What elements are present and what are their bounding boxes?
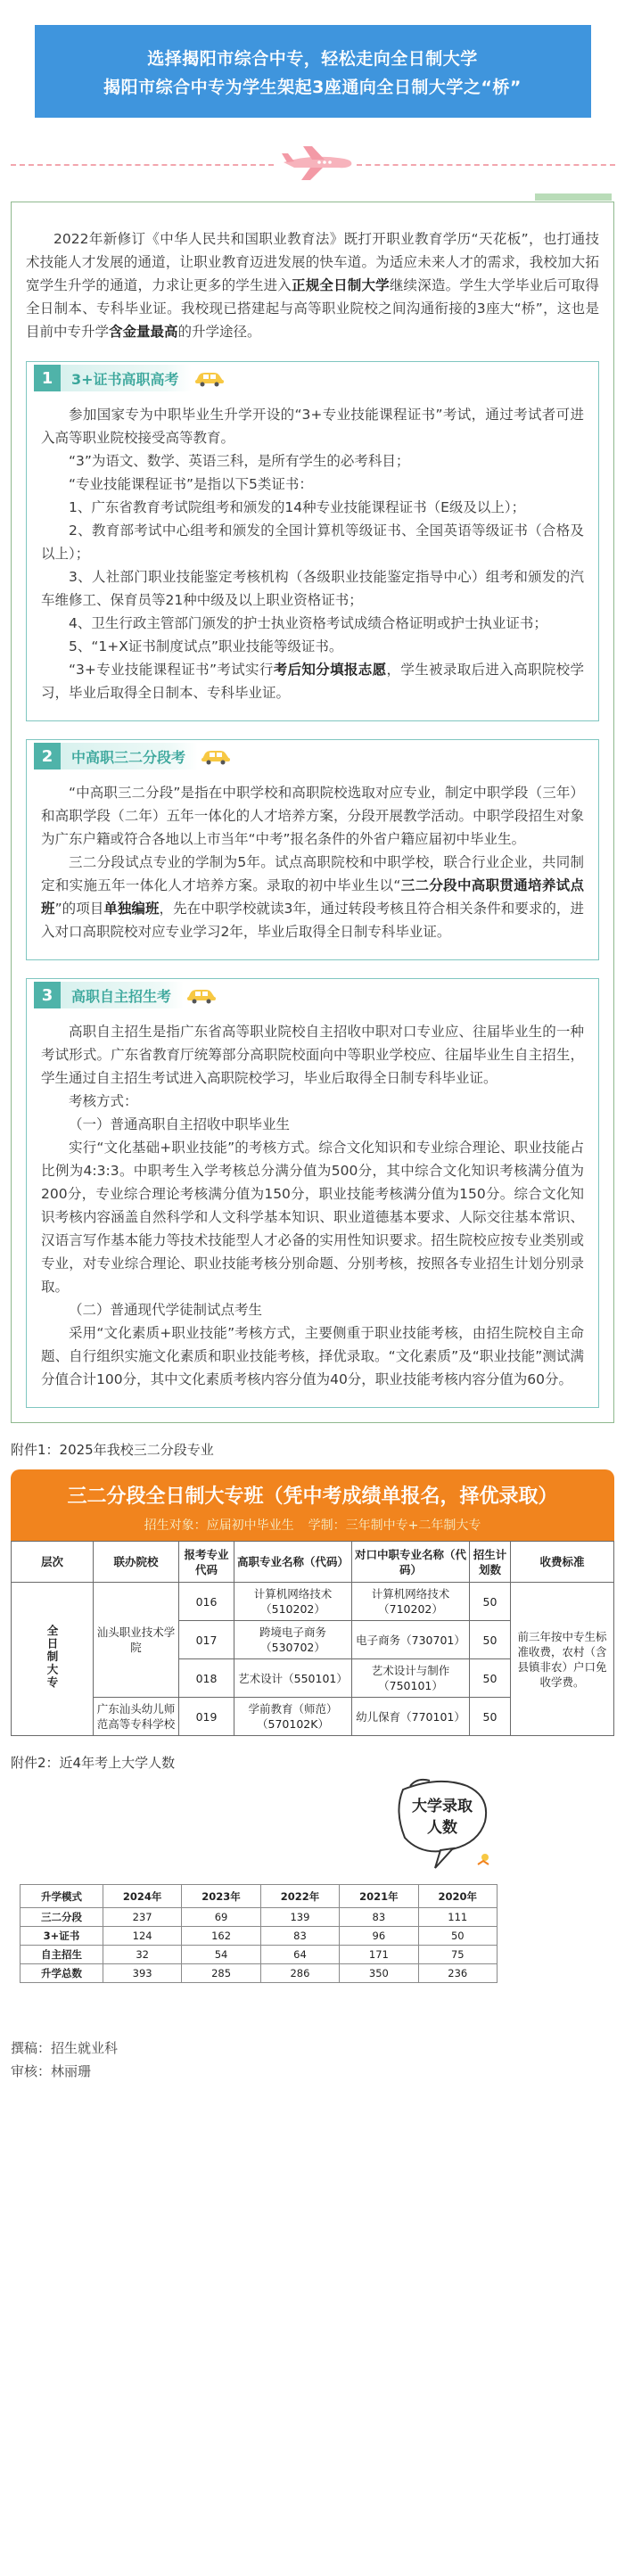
- admission-badge-area: [11, 1774, 614, 1881]
- table-cell: 171: [340, 1946, 418, 1964]
- banner-title-line2: 揭阳市综合中专为学生架起3座通向全日制大学之“桥”: [103, 78, 522, 97]
- corner-decoration-icon: [533, 190, 613, 202]
- section2-para-2-text-e: ，先在中职学校就读3年，通过转段考核且符合相关条件和要求的，进入对口高职院校对应专业学习2年，毕业后取得全日制专科毕业证。: [41, 901, 584, 940]
- attachment-2-label: 附件2：近4年考上大学人数: [11, 1755, 176, 1771]
- row-header: 3+证书: [21, 1927, 103, 1946]
- row-header: 三二分段: [21, 1908, 103, 1927]
- table-header: 2022年: [260, 1885, 339, 1908]
- badge-line1: 大学录取: [412, 1798, 473, 1815]
- table-header: 升学模式: [21, 1885, 103, 1908]
- secondary-major-cell: 幼儿保育（770101）: [352, 1698, 470, 1736]
- table-cell: 111: [418, 1908, 497, 1927]
- plan-count-cell: 50: [470, 1659, 511, 1698]
- table-header-row: [21, 1885, 498, 1908]
- section1-para-6: 3、人社部门职业技能鉴定考核机构（各级职业技能鉴定指导中心）组考和颁发的汽车维修工、保育员等21种中级及以上职业资格证书；: [41, 569, 584, 608]
- section1-para-5: 2、教育部考试中心组考和颁发的全国计算机等级证书、全国英语等级证书（合格及以上）；: [41, 523, 584, 562]
- table-row: [21, 1946, 498, 1964]
- section-title: 3+证书高职高考: [61, 365, 192, 391]
- section1-para-1: 参加国家专为中职毕业生升学开设的“3+专业技能课程证书”考试，通过考试者可进入高等职业院校接受高等教育。: [41, 407, 584, 446]
- intro-bold-1: 正规全日制大学: [292, 277, 390, 293]
- table-cell: 162: [182, 1927, 260, 1946]
- higher-major-cell: 跨境电子商务（530702）: [234, 1621, 352, 1659]
- higher-major-cell: 计算机网络技术（510202）: [234, 1583, 352, 1621]
- table-cell: 50: [418, 1927, 497, 1946]
- table-cell: 75: [418, 1946, 497, 1964]
- enrollment-plan-table-card: [11, 1469, 614, 1736]
- fee-cell: 前三年按中专生标准收费，农村（含县镇非农）户口免收学费。: [511, 1583, 614, 1736]
- table-row: [12, 1583, 614, 1621]
- table-header: 报考专业代码: [179, 1542, 234, 1583]
- section3-para-3: （一）普通高职自主招收中职毕业生: [69, 1116, 291, 1132]
- table-cell: 139: [260, 1908, 339, 1927]
- table-header: 对口中职专业名称（代码）: [352, 1542, 470, 1583]
- section3-para-6: 采用“文化素质+职业技能”考核方式，主要侧重于职业技能考核，由招生院校自主命题、自行组织实施文化素质和职业技能考核，择优录取。“文化素质”及“职业技能”测试满分值合计100分，其中文化素质考核内容分值为40分，职业技能考核内容分值为60分。: [41, 1325, 584, 1387]
- table-header: 层次: [12, 1542, 94, 1583]
- section2-para-2-bold-d: 单独编班: [103, 901, 160, 917]
- writer-credit: 撰稿：招生就业科: [11, 2040, 119, 2056]
- table-header: 高职专业名称（代码）: [234, 1542, 352, 1583]
- main-article-card: [11, 202, 614, 1423]
- table-cell: 350: [340, 1964, 418, 1983]
- table-header: 联办院校: [94, 1542, 179, 1583]
- row-header: 自主招生: [21, 1946, 103, 1964]
- code-cell: 019: [179, 1698, 234, 1736]
- section-number: 1: [34, 365, 61, 391]
- section1-para-9-bold: 考后知分填报志愿: [273, 662, 387, 678]
- level-label: 全日制大专: [45, 1625, 59, 1690]
- table-header: 2023年: [182, 1885, 260, 1908]
- higher-major-cell: 艺术设计（550101）: [234, 1659, 352, 1698]
- table-cell: 237: [103, 1908, 181, 1927]
- section1-para-4: 1、广东省教育考试院组考和颁发的14种专业技能课程证书（E级及以上）；: [69, 499, 526, 515]
- table-header: 招生计划数: [470, 1542, 511, 1583]
- table-cell: 286: [260, 1964, 339, 1983]
- table-cell: 96: [340, 1927, 418, 1946]
- table-cell: 393: [103, 1964, 181, 1983]
- table-cell: 69: [182, 1908, 260, 1927]
- table-header: 2021年: [340, 1885, 418, 1908]
- dashed-line-right: [357, 164, 615, 166]
- section-header: [27, 979, 218, 1011]
- admission-count-badge: [385, 1775, 501, 1881]
- table-cell: 124: [103, 1927, 181, 1946]
- table-cell: 83: [340, 1908, 418, 1927]
- section1-para-9: [41, 658, 584, 704]
- intro-text-2: 继续深造。学生大学毕业后可取得全日制本、专科毕业证。我校现已搭建起与高等职业院校之间沟通衔接的3座大“桥”，这也是目前中专升学: [26, 277, 599, 340]
- section1-para-9-text-a: “3+专业技能课程证书”考试实行: [69, 662, 274, 678]
- college-cell: 汕头职业技术学院: [94, 1583, 179, 1698]
- airplane-icon: [276, 141, 357, 185]
- page: [0, 25, 625, 2092]
- secondary-major-cell: 艺术设计与制作（750101）: [352, 1659, 470, 1698]
- section-number: 2: [34, 743, 61, 770]
- section-gaozhi-exam: [26, 361, 599, 721]
- table-header: 2020年: [418, 1885, 497, 1908]
- row-header: 升学总数: [21, 1964, 103, 1983]
- intro-text-1: 2022年新修订《中华人民共和国职业教育法》既打开职业教育学历“天花板”，也打通技术技能人才发展的通道，让职业教育迈进发展的快车道。为适应未来人才的需求，我校加大拓宽学生升学的通道，力求让更多的学生进入: [26, 231, 599, 293]
- section1-para-8: 5、“1+X证书制度试点”职业技能等级证书。: [69, 638, 343, 654]
- secondary-major-cell: 计算机网络技术（710202）: [352, 1583, 470, 1621]
- section3-para-1: 高职自主招生是指广东省高等职业院校自主招收中职对口专业应、往届毕业生的一种考试形式。广东省教育厅统筹部分高职院校面向中等职业学校应、往届毕业生自主招生，学生通过自主招生考试进入高职院校学习，毕业后取得全日制专科毕业证。: [41, 1024, 584, 1086]
- section3-para-2: 考核方式：: [69, 1093, 138, 1109]
- level-cell: [12, 1583, 94, 1736]
- plan-subtitle-system: 学制：三年制中专+二年制大专: [308, 1518, 481, 1533]
- section1-para-3: “专业技能课程证书”是指以下5类证书：: [69, 476, 313, 492]
- higher-major-cell: 学前教育（师范）（570102K）: [234, 1698, 352, 1736]
- code-cell: 016: [179, 1583, 234, 1621]
- section-header: [27, 362, 226, 394]
- section-self-enrollment: [26, 978, 599, 1408]
- plan-count-cell: 50: [470, 1583, 511, 1621]
- intro-paragraph: [26, 227, 599, 343]
- table-header: 2024年: [103, 1885, 181, 1908]
- table-row: [21, 1927, 498, 1946]
- car-icon: [200, 747, 232, 765]
- section-title: 中高职三二分段考: [61, 743, 198, 770]
- attachment-1-label: 附件1：2025年我校三二分段专业: [11, 1442, 214, 1458]
- plan-count-cell: 50: [470, 1621, 511, 1659]
- college-cell: 广东汕头幼儿师范高等专科学校: [94, 1698, 179, 1736]
- admission-stats-table: [20, 1884, 498, 1983]
- secondary-major-cell: 电子商务（730701）: [352, 1621, 470, 1659]
- header-banner: [35, 25, 591, 118]
- section2-para-2: [41, 851, 584, 943]
- table-row: [21, 1908, 498, 1927]
- section1-para-9-text-c: ，学生被录取后进入高职院校学习，毕业后取得全日制本、专科毕业证。: [41, 662, 584, 701]
- intro-bold-2: 含金量最高: [109, 324, 178, 340]
- airplane-divider: [0, 130, 625, 193]
- table-header-row: [12, 1542, 614, 1583]
- banner-title-line1: 选择揭阳市综合中专，轻松走向全日制大学: [147, 49, 478, 69]
- section1-para-7: 4、卫生行政主管部门颁发的护士执业资格考试成绩合格证明或护士执业证书；: [69, 615, 547, 631]
- table-cell: 83: [260, 1927, 339, 1946]
- car-icon: [185, 986, 218, 1004]
- table-row: [21, 1964, 498, 1983]
- plan-banner: [11, 1469, 614, 1541]
- badge-line2: 人数: [427, 1819, 457, 1837]
- car-icon: [193, 369, 226, 387]
- section2-para-2-text-c: ”的项目: [54, 901, 104, 917]
- plan-subtitle: [137, 1516, 489, 1534]
- table-cell: 54: [182, 1946, 260, 1964]
- article-footer: [11, 2037, 614, 2083]
- plan-title: 三二分段全日制大专班（凭中考成绩单报名，择优录取）: [67, 1486, 558, 1508]
- section3-para-4: 实行“文化基础+职业技能”的考核方式。综合文化知识和专业综合理论、职业技能占比例为4:3:3。中职考生入学考核总分满分值为500分，其中综合文化知识考核满分值为200分，专业综合理论考核满分值为150分，职业技能考核满分值为150分。综合文化知识考核内容涵盖自然科学和人文科学基本知识、职业道德基本要求、人际交往基本常识、汉语言写作基本能力等技术技能型人才必备的实用性知识要求。招生院校应按专业类别或专业，对专业综合理论、职业技能考核分别命题、分别考核，按照各专业招生计划分别录取。: [41, 1140, 584, 1295]
- section3-para-5: （二）普通现代学徒制试点考生: [69, 1302, 263, 1318]
- intro-text-3: 的升学途径。: [177, 324, 261, 340]
- section-three-two-segment: [26, 739, 599, 960]
- code-cell: 018: [179, 1659, 234, 1698]
- section-header: [27, 740, 232, 772]
- plan-subtitle-target: 招生对象：应届初中毕业生: [144, 1518, 294, 1533]
- dashed-line-left: [11, 164, 274, 166]
- code-cell: 017: [179, 1621, 234, 1659]
- table-cell: 236: [418, 1964, 497, 1983]
- section-title: 高职自主招生考: [61, 982, 184, 1008]
- section1-para-2: “3”为语文、数学、英语三科，是所有学生的必考科目；: [69, 453, 410, 469]
- table-cell: 64: [260, 1946, 339, 1964]
- reviewer-credit: 审核：林丽珊: [11, 2063, 92, 2079]
- table-cell: 32: [103, 1946, 181, 1964]
- table-header: 收费标准: [511, 1542, 614, 1583]
- section-number: 3: [34, 982, 61, 1008]
- section2-para-1: “中高职三二分段”是指在中职学校和高职院校选取对应专业，制定中职学段（三年）和高职学段（二年）五年一体化的人才培养方案，分段开展教学活动。中职学段招生对象为广东户籍或符合各地以上市当年“中考”报名条件的外省户籍应届初中毕业生。: [41, 785, 584, 847]
- section2-para-2-text-a: 三二分段试点专业的学制为5年。试点高职院校和中职学校，联合行业企业，共同制定和实施五年一体化人才培养方案。录取的初中毕业生以“: [41, 854, 584, 893]
- enrollment-plan-table: [11, 1541, 614, 1736]
- table-cell: 285: [182, 1964, 260, 1983]
- plan-count-cell: 50: [470, 1698, 511, 1736]
- section2-para-2-bold-b: 三二分段中高职贯通培养试点班: [41, 877, 584, 917]
